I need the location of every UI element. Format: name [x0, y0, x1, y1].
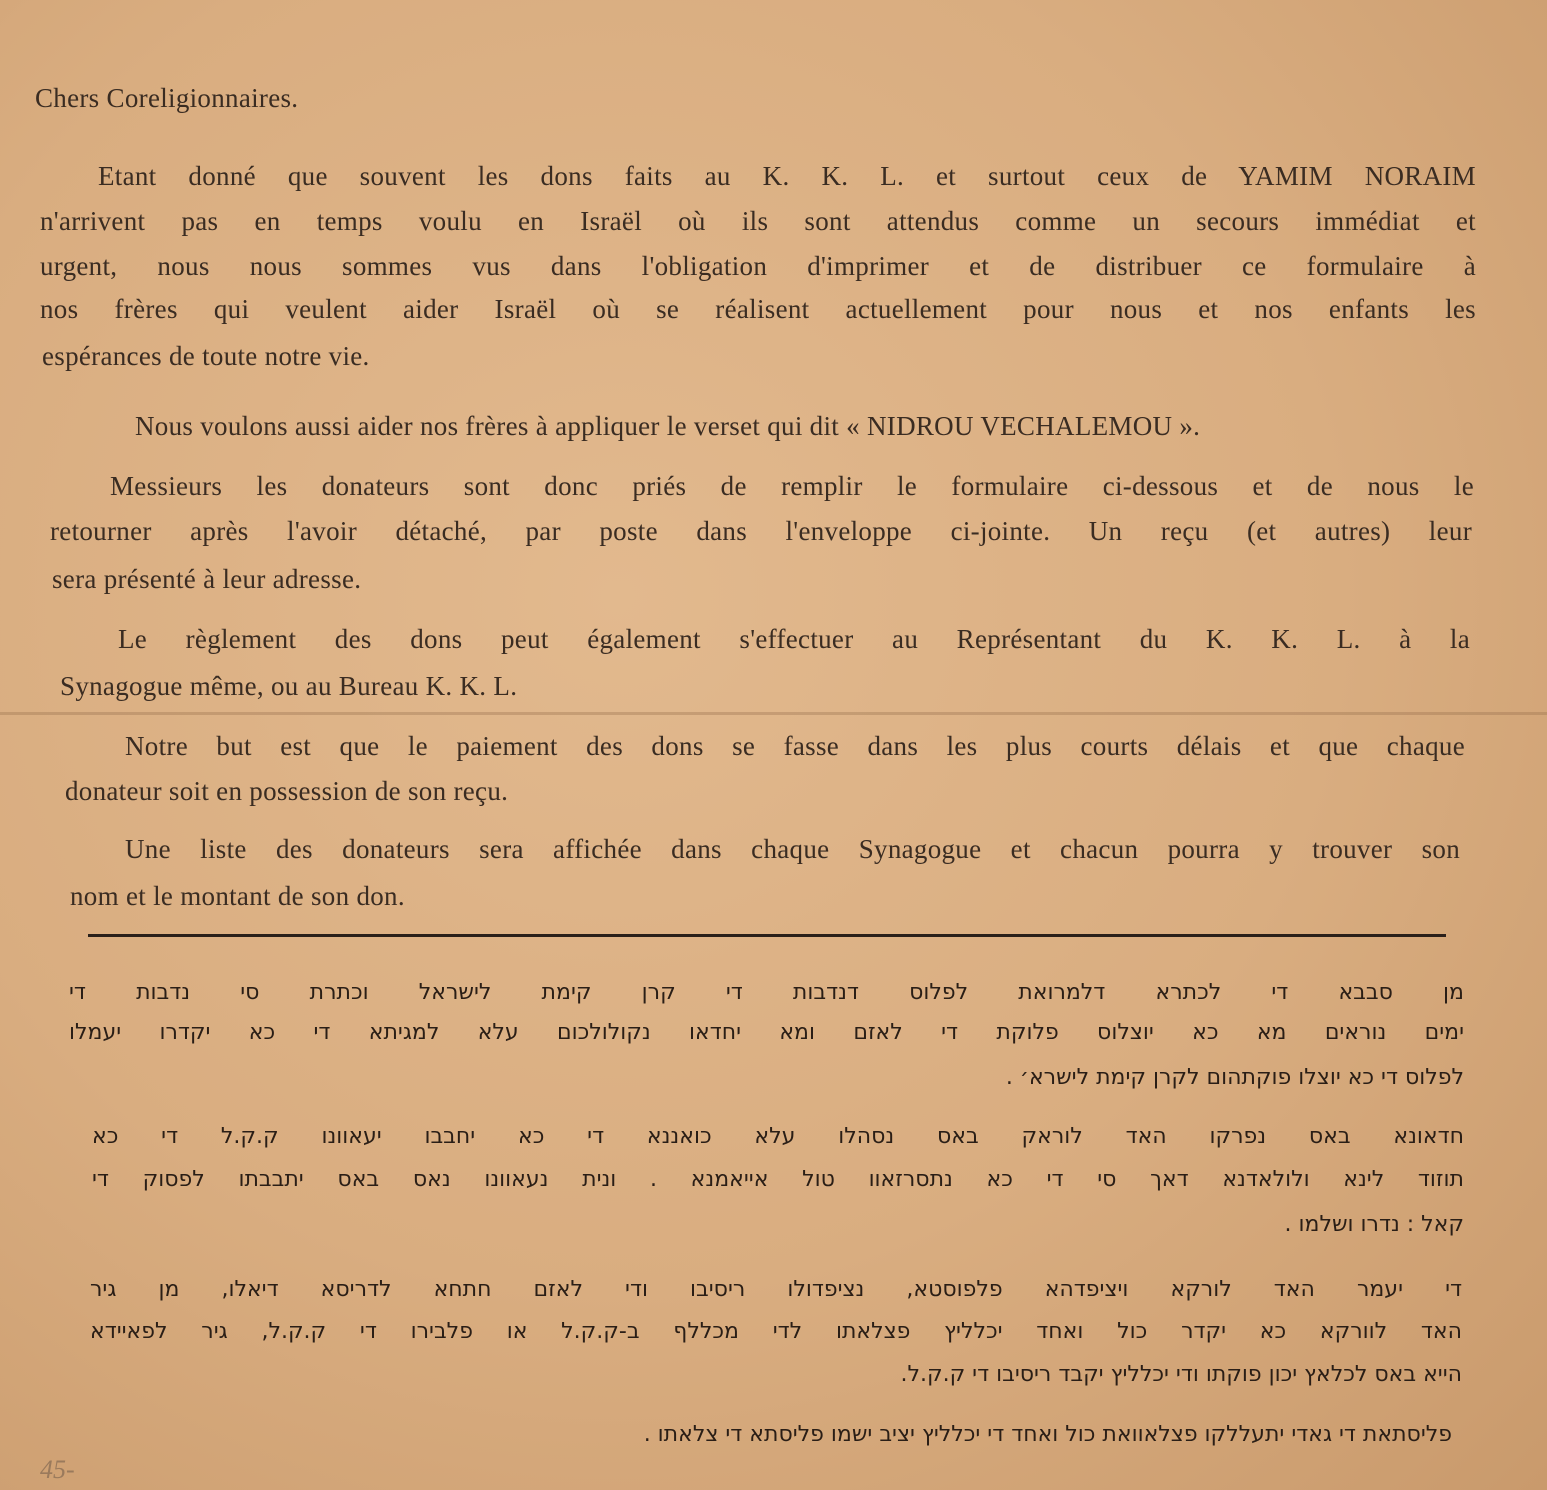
hebrew-line: חדאונא באס נפרקו האד לוראק באס נסהלו עלא כואננא די כא יחבבו יעאוונו ק.ק.ל די כא — [92, 1124, 1464, 1149]
hebrew-line: פליסתאת די גאדי יתעללקו פצלאוואת כול ואחד די יכלליץ יציב ישמו פליסתא די צלאתו . — [643, 1422, 1452, 1447]
hebrew-line: תוזוד לינא ולולאדנא דאך סי די כא נתסרזאוו טול אייאמנא . ונית נעאוונו נאס באס יתבבתו לפסוק די — [92, 1167, 1464, 1192]
hebrew-line: די יעמר האד לורקא ויציפדהא פלפוסטא, נציפדולו ריסיבו ודי לאזם חתחא לדריסא דיאלו, מן גיר — [90, 1277, 1462, 1302]
paragraph-line: espérances de toute notre vie. — [42, 341, 370, 371]
hebrew-line: ימים נוראים מא כא יוצלוס פלוקת די לאזם ומא יחדאו נקולולכום עלא למגיתא די כא יקדרו יעמלו — [69, 1020, 1464, 1045]
paragraph-line: nos frères qui veulent aider Israël où se réalisent actuellement pour nous et nos enfants les — [40, 294, 1476, 324]
paragraph-line: Une liste des donateurs sera affichée dans chaque Synagogue et chacun pourra y trouver son — [125, 834, 1460, 864]
paragraph-line: Synagogue même, ou au Bureau K. K. L. — [60, 671, 518, 701]
hebrew-line: מן סבבא די לכתרא דלמרואת לפלוס דנדבות די קרן קימת לישראל וכתרת סי נדבות די — [69, 980, 1464, 1005]
salutation: Chers Coreligionnaires. — [35, 83, 299, 113]
separator-rule — [88, 934, 1446, 937]
paragraph-line: Le règlement des dons peut également s'effectuer au Représentant du K. K. L. à la — [118, 624, 1470, 654]
paragraph-line: donateur soit en possession de son reçu. — [65, 776, 509, 806]
hebrew-line: הייא באס לכלאץ יכון פוקתו ודי יכלליץ יקבד ריסיבו די ק.ק.ל. — [900, 1362, 1462, 1387]
paragraph-line: urgent, nous nous sommes vus dans l'obligation d'imprimer et de distribuer ce formulaire à — [40, 251, 1476, 281]
hebrew-line: לפלוס די כא יוצלו פוקתהום לקרן קימת לישרא׳ . — [1005, 1065, 1464, 1090]
paragraph-line: Nous voulons aussi aider nos frères à appliquer le verset qui dit « NIDROU VECHALEMOU ». — [135, 411, 1201, 441]
paper-fold — [0, 712, 1547, 715]
hebrew-line: קאל : נדרו ושלמו . — [1284, 1212, 1464, 1237]
paragraph-line: n'arrivent pas en temps voulu en Israël où ils sont attendus comme un secours immédiat et — [40, 206, 1476, 236]
hebrew-line: האד לוורקא כא יקדר כול ואחד יכלליץ פצלאתו לדי מכללף ב-ק.ק.ל או פלבירו די ק.ק.ל, גיר לפאיידא — [90, 1319, 1462, 1344]
paragraph-line: sera présenté à leur adresse. — [52, 564, 362, 594]
paragraph-line: nom et le montant de son don. — [70, 881, 405, 911]
paragraph-line: Etant donné que souvent les dons faits au K. K. L. et surtout ceux de YAMIM NORAIM — [98, 161, 1476, 191]
paragraph-line: Messieurs les donateurs sont donc priés de remplir le formulaire ci-dessous et de nous le — [110, 471, 1474, 501]
paragraph-line: Notre but est que le paiement des dons se fasse dans les plus courts délais et que chaque — [125, 731, 1465, 761]
paragraph-line: retourner après l'avoir détaché, par poste dans l'enveloppe ci-jointe. Un reçu (et autres) leur — [50, 516, 1472, 546]
handwritten-margin-note: 45- — [40, 1455, 75, 1484]
